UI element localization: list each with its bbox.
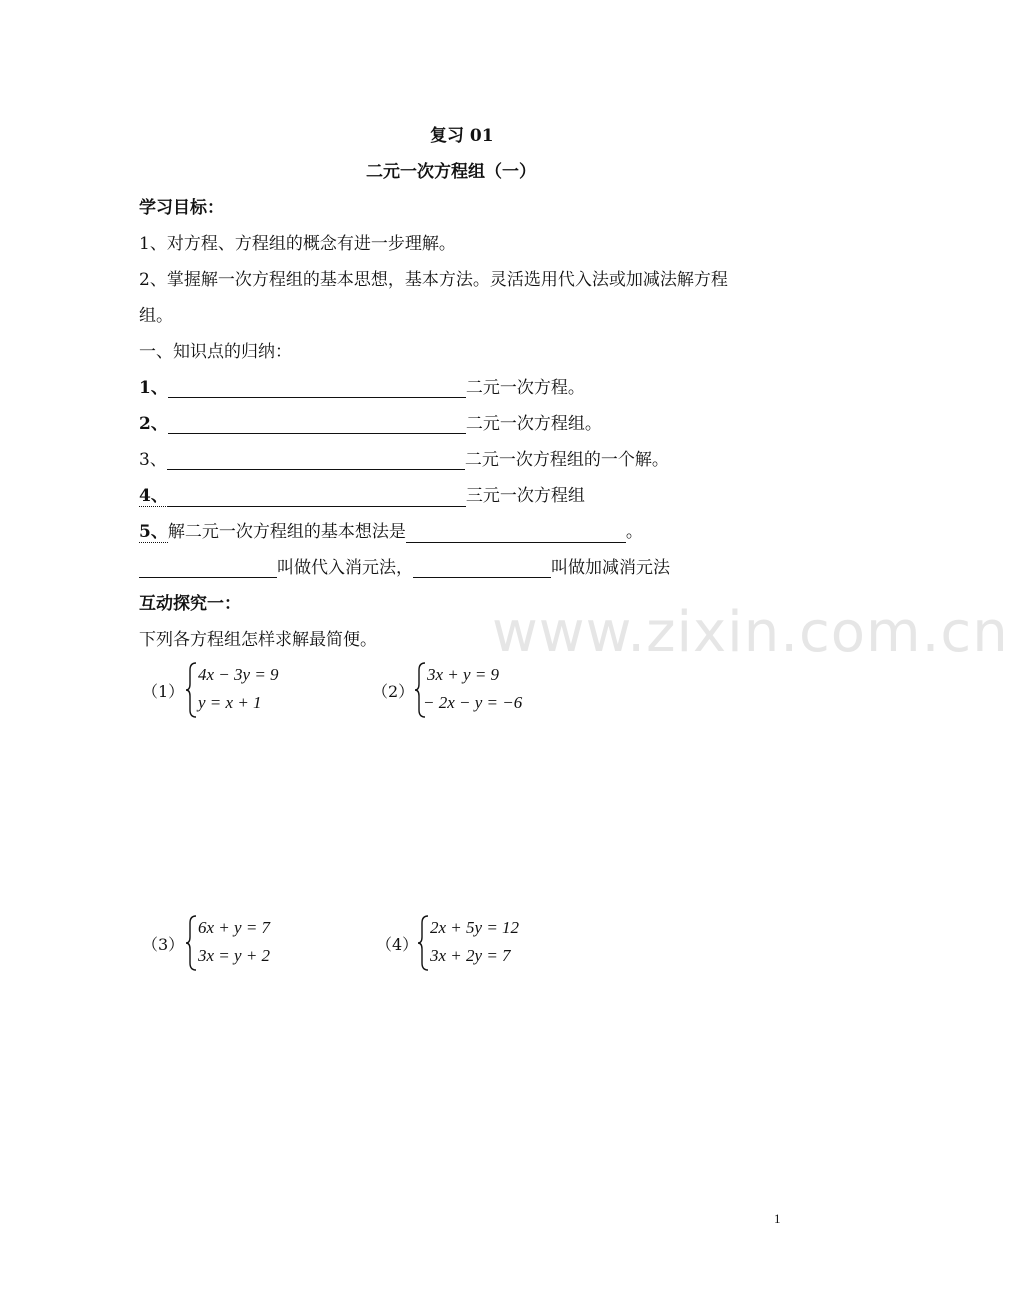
equation-1: 2x + 5y = 12 <box>430 918 520 937</box>
goal-item-2-line2: 组。 <box>139 306 173 326</box>
fill-blank[interactable] <box>168 415 466 434</box>
item-number: 3、 <box>139 450 167 470</box>
fill-blank[interactable] <box>168 488 466 507</box>
equation-system-4 <box>417 915 557 973</box>
fill-blank[interactable] <box>139 559 277 578</box>
system-label: （1） <box>142 682 185 701</box>
knowledge-item-2 <box>139 409 602 434</box>
equation-system-2 <box>414 662 554 720</box>
item-number: 4、 <box>139 486 168 506</box>
knowledge-item-3 <box>139 445 669 470</box>
equation-1: 4x − 3y = 9 <box>198 665 279 684</box>
system-label: （2） <box>372 682 415 701</box>
system-label: （3） <box>142 935 185 954</box>
goals-heading: 学习目标： <box>139 198 224 218</box>
knowledge-heading: 一、知识点的归纳： <box>139 342 292 362</box>
page-number: 1 <box>774 1211 781 1226</box>
goal-item-1: 1、对方程、方程组的概念有进一步理解。 <box>139 234 456 254</box>
page-title: 复习 01 <box>430 126 494 146</box>
knowledge-line-6 <box>139 553 670 578</box>
item-end: 。 <box>625 522 643 542</box>
explore-prompt: 下列各方程组怎样求解最简便。 <box>139 630 377 650</box>
equation-1: 6x + y = 7 <box>198 918 271 937</box>
goal-item-2-line1: 2、掌握解一次方程组的基本思想，基本方法。灵活选用代入法或加减法解方程 <box>139 270 728 290</box>
left-brace-icon <box>185 662 197 718</box>
page-subtitle: 二元一次方程组（一） <box>366 162 536 182</box>
equation-2: − 2x − y = −6 <box>423 693 523 712</box>
item-number: 2、 <box>139 414 168 434</box>
item-text: 二元一次方程组的一个解。 <box>464 450 669 470</box>
system-label: （4） <box>376 935 419 954</box>
explore-heading: 互动探究一： <box>139 594 241 614</box>
equation-system-3 <box>185 915 315 973</box>
watermark: www.zixin.com.cn <box>492 600 1009 665</box>
knowledge-item-4 <box>139 481 585 507</box>
item-text: 三元一次方程组 <box>465 486 585 506</box>
substitution-text: 叫做代入消元法， <box>277 558 413 578</box>
equation-system-1 <box>185 662 315 720</box>
elimination-text: 叫做加减消元法 <box>551 558 670 578</box>
fill-blank[interactable] <box>406 524 626 543</box>
equation-2: y = x + 1 <box>198 693 262 712</box>
fill-blank[interactable] <box>168 379 466 398</box>
equation-1: 3x + y = 9 <box>427 665 500 684</box>
item-number: 1、 <box>139 378 168 398</box>
equation-2: 3x + 2y = 7 <box>430 946 511 965</box>
item-text: 二元一次方程组。 <box>465 414 602 434</box>
item-text: 解二元一次方程组的基本想法是 <box>167 522 406 542</box>
fill-blank[interactable] <box>413 559 551 578</box>
fill-blank[interactable] <box>167 451 465 470</box>
item-text: 二元一次方程。 <box>465 378 585 398</box>
knowledge-item-5 <box>139 517 643 543</box>
knowledge-item-1 <box>139 373 585 398</box>
left-brace-icon <box>417 915 429 971</box>
left-brace-icon <box>185 915 197 971</box>
item-number: 5、 <box>139 522 168 542</box>
equation-2: 3x = y + 2 <box>198 946 271 965</box>
